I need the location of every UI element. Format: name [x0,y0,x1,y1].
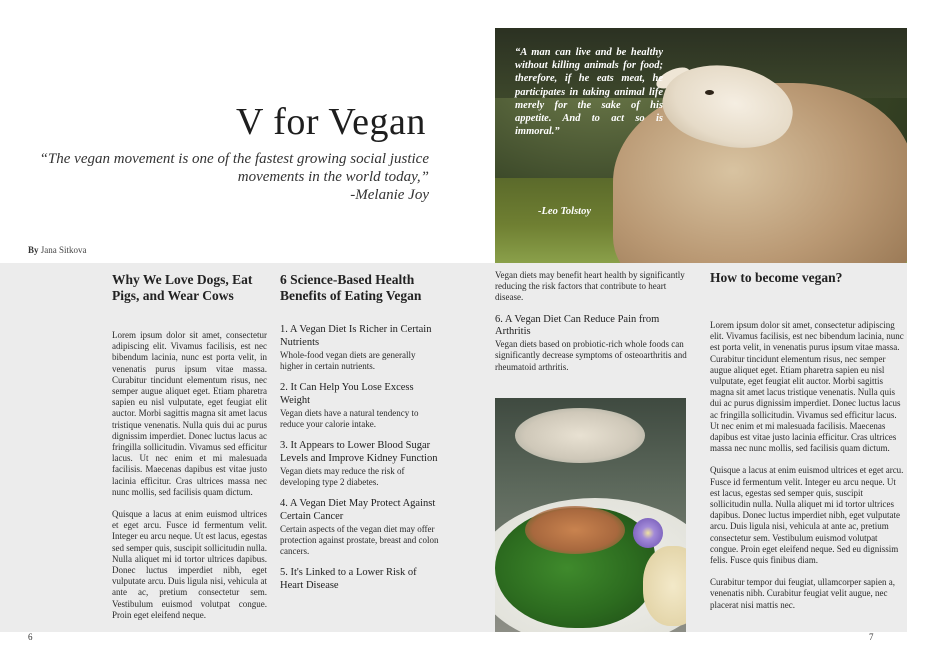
page-number-right: 7 [869,632,874,642]
edible-flower [633,518,663,548]
heart-health-text: Vegan diets may benefit heart health by significantly reducing the risk factors that contribute to heart disease. [495,270,685,303]
benefit-title: 5. It's Linked to a Lower Risk of Heart Disease [280,567,417,591]
benefit-item [280,382,440,430]
sheep-photo [495,28,907,263]
page-number-left: 6 [28,632,33,642]
column-health-benefits [280,272,440,603]
benefit-item [280,324,440,372]
pull-quote-author: -Melanie Joy [350,187,429,203]
column4-paragraph: Quisque a lacus at enim euismod ultrices et eget arcu. Fusce id fermentum velit. Integer eu arcu neque. Ut est lacus, egestas sed semper quis, suscipit sollicitudin nulla. Nulla aliquet mi id tortor ultrices dapibus. Donec luctus imperdiet nibh, eget vulputate arcu. Duis ligula nisi, vehicula at ante ac, pretium consectetur sem. Vestibulum euismod volutpat congue. Proin eget eleifend neque. Sed eu dignissim felis. Fusce quis finibus diam. [710,465,904,566]
benefit-item [280,567,440,593]
pull-quote [34,150,429,204]
byline-author: Jana Sitkova [40,245,87,255]
column-why-we-love-dogs [112,272,267,632]
benefit-title: 2. It Can Help You Lose Excess Weight [280,382,414,406]
tolstoy-quote: “A man can live and be healthy without killing animals for food; therefore, if he eats meat, he participates in taking animal life merely for the sake of his appetite. And to act so is immoral.” [515,47,663,138]
benefit-body: Vegan diets based on probiotic-rich whole foods can significantly decrease symptoms of osteoarthritis and rheumatoid arthritis. [495,339,687,372]
benefit-body: Whole-food vegan diets are generally higher in certain nutrients. [280,349,416,371]
column-heart-health [495,270,687,373]
benefit-title: 4. A Vegan Diet May Protect Against Certain Cancer [280,498,436,522]
benefit-title: 6. A Vegan Diet Can Reduce Pain from Arthritis [495,313,660,338]
salad-photo [495,398,686,632]
pull-quote-text: “The vegan movement is one of the fastest growing social justice movements in the world today,” [39,151,429,185]
salad-dip [643,546,686,626]
column-how-to-become-vegan [710,270,904,622]
byline [28,245,87,255]
salad-toppings [525,506,625,554]
salad-photo-background-plate [515,408,645,463]
column1-paragraph: Lorem ipsum dolor sit amet, consectetur adipiscing elit. Vivamus facilisis, est nec bibendum lacinia, nunc est porta velit, in venenatis purus ipsum vitae massa. Curabitur tincidunt elementum risus, nec semper augue aliquet eget. Etiam pharetra sapien eu nisl vulputate, eget feugiat elit auctor. Morbi sagittis magna sit amet lacus tristique venenatis. Nulla quis dui ac purus dignissim imperdiet. Donec luctus lacus ac fringilla sollicitudin. Vivamus sed efficitur lacus. Ut nec enim et mi malesuada facilisis. Maecenas dapibus est vitae justo lacinia efficitur. Cras ultrices massa nec nunc mollis, sed facilisis quam dictum. [112,330,267,497]
benefit-title: 3. It Appears to Lower Blood Sugar Levels and Improve Kidney Function [280,440,438,464]
benefit-item [280,440,440,488]
column2-heading: 6 Science-Based Health Benefits of Eating Vegan [280,272,422,303]
benefit-body: Vegan diets have a natural tendency to reduce your calorie intake. [280,407,419,429]
article-title: V for Vegan [236,101,426,143]
tolstoy-quote-author: -Leo Tolstoy [538,206,591,217]
benefit-title: 1. A Vegan Diet Is Richer in Certain Nutrients [280,324,432,348]
column4-paragraph: Lorem ipsum dolor sit amet, consectetur adipiscing elit. Vivamus facilisis, est nec bibendum lacinia, nunc est porta velit, in venenatis purus ipsum vitae massa. Curabitur tincidunt elementum risus, nec semper augue aliquet eget. Etiam pharetra sapien eu nisl vulputate, eget feugiat elit auctor. Morbi sagittis magna sit amet lacus tristique venenatis. Nulla quis dui ac purus dignissim imperdiet. Donec luctus lacus ac fringilla sollicitudin. Vivamus sed efficitur lacus. Ut nec enim et mi malesuada facilisis. Maecenas dapibus est vitae justo lacinia efficitur. Cras ultrices massa nec nunc mollis, sed facilisis quam dictum. [710,320,904,454]
benefit-item [280,498,440,557]
benefit-body: Vegan diets may reduce the risk of developing type 2 diabetes. [280,465,405,487]
column1-heading: Why We Love Dogs, Eat Pigs, and Wear Cows [112,272,253,303]
column4-paragraph: Curabitur tempor dui feugiat, ullamcorper sapien a, venenatis nibh. Curabitur feugiat velit augue, nec placerat nisi mattis nec. [710,577,895,610]
column1-paragraph: Quisque a lacus at enim euismod ultrices et eget arcu. Fusce id fermentum velit. Integer eu arcu neque. Ut est lacus, egestas sed semper quis, suscipit sollicitudin nulla. Nulla aliquet mi id tortor ultrices dapibus. Donec luctus imperdiet nibh, eget vulputate arcu. Duis ligula nisi, vehicula at ante ac, pretium consectetur sem. Vestibulum euismod volutpat congue. Proin eget eleifend neque. [112,509,267,620]
sheep-eye [705,90,714,95]
benefit-body: Certain aspects of the vegan diet may offer protection against prostate, breast and colon cancers. [280,523,439,556]
column4-heading: How to become vegan? [710,270,843,285]
byline-prefix: By [28,245,39,255]
